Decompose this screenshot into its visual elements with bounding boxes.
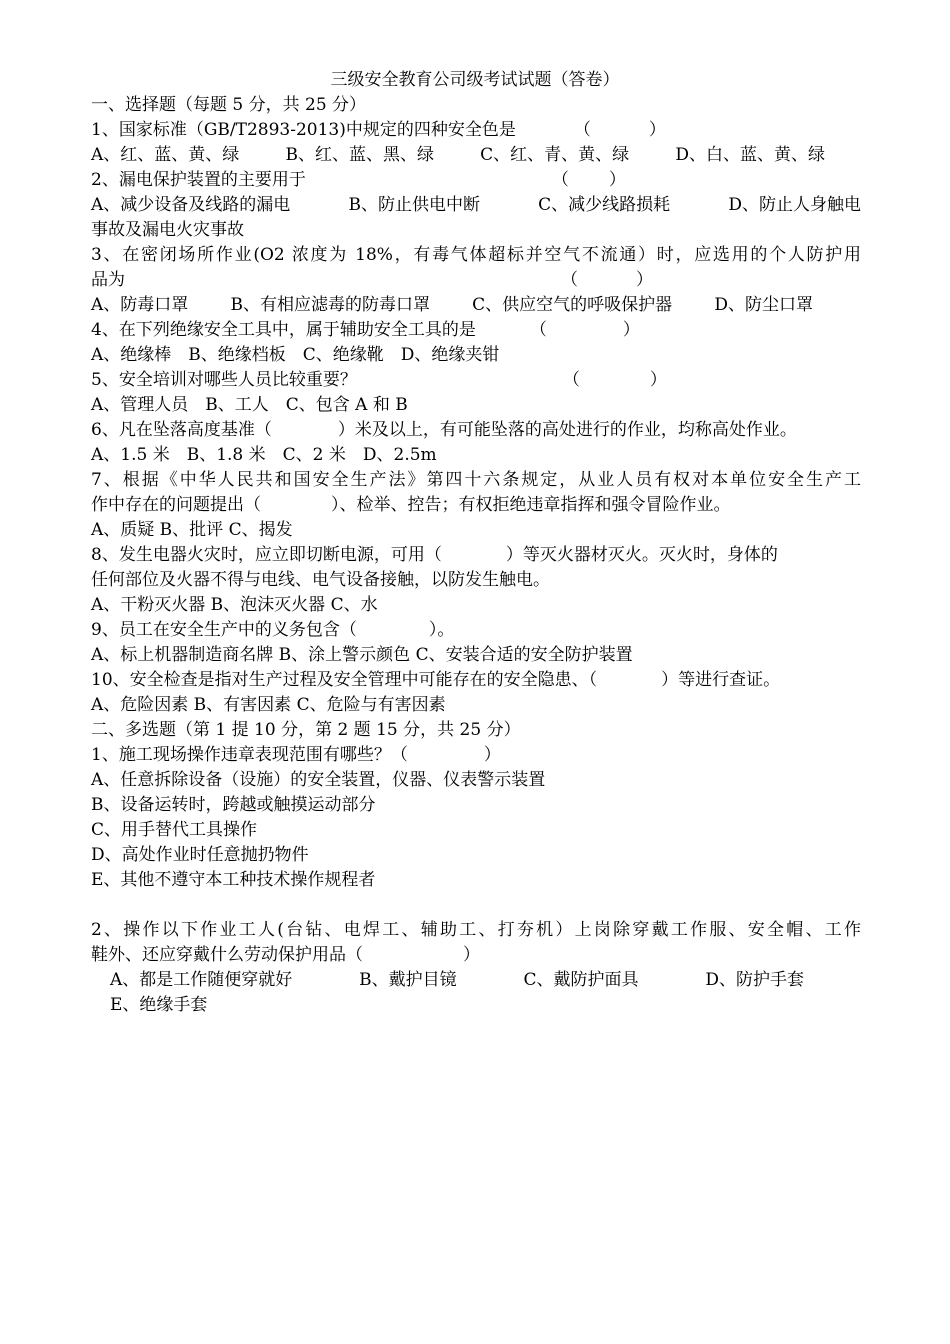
question-text: 4、在下列绝缘安全工具中，属于辅助安全工具的是	[91, 320, 476, 340]
question-3-stem-continued	[91, 268, 861, 292]
option-b: B、戴护目镜	[359, 970, 457, 990]
option-e: E、其他不遵守本工种技术操作规程者	[91, 870, 376, 890]
answer-paren-right: ）	[649, 370, 667, 390]
question-text: 10、安全检查是指对生产过程及安全管理中可能存在的安全隐患、（	[91, 670, 598, 690]
question-7-stem-continued	[91, 493, 861, 517]
answer-paren-right: ）	[463, 945, 480, 965]
answer-paren-left: （	[562, 370, 580, 390]
question-text: 品为	[91, 270, 125, 290]
question-text: 5、安全培训对哪些人员比较重要？	[91, 370, 357, 390]
answer-paren-left: （	[529, 320, 547, 340]
question-3-options	[91, 293, 813, 317]
question-6-stem	[91, 418, 861, 442]
question-9-stem	[91, 618, 861, 642]
question-text: 1、国家标准（GB/T2893-2013)中规定的四种安全色是	[91, 120, 516, 140]
multi-question-2-stem-continued	[91, 943, 861, 967]
question-6-options: A、1.5 米 B、1.8 米 C、2 米 D、2.5m	[91, 445, 437, 465]
question-1-options	[91, 143, 825, 167]
question-2-option-d-continued: 事故及漏电火灾事故	[91, 220, 244, 240]
option-b: B、红、蓝、黑、绿	[285, 145, 434, 165]
answer-paren-right: ）	[636, 270, 653, 290]
question-text: 作中存在的问题提出（	[91, 495, 261, 515]
question-10-stem	[91, 668, 861, 692]
question-text: 鞋外、还应穿戴什么劳动保护用品（	[91, 945, 363, 965]
page-title: 三级安全教育公司级考试试题（答卷）	[330, 70, 620, 90]
answer-paren-right: ）	[483, 745, 501, 765]
option-b: B、设备运转时，跨越或触摸运动部分	[91, 795, 376, 815]
answer-paren-right: ）	[622, 320, 640, 340]
question-text: 8、发生电器火灾时，应立即切断电源，可用（	[91, 545, 442, 565]
answer-paren-left: （	[561, 270, 578, 290]
question-7-options: A、质疑 B、批评 C、揭发	[91, 520, 293, 540]
option-c: C、减少线路损耗	[538, 195, 671, 215]
option-b: B、有相应滤毒的防毒口罩	[230, 295, 430, 315]
question-text-continued: ）米及以上，有可能坠落的高处进行的作业，均称高处作业。	[337, 420, 797, 440]
multi-question-1-stem	[91, 743, 861, 767]
option-a: A、减少设备及线路的漏电	[91, 195, 291, 215]
option-d: D、白、蓝、黄、绿	[675, 145, 825, 165]
option-d: D、高处作业时任意抛扔物件	[91, 845, 309, 865]
option-c: C、供应空气的呼吸保护器	[472, 295, 673, 315]
answer-paren-right: ）	[608, 170, 626, 190]
option-d: D、防尘口罩	[714, 295, 813, 315]
question-text: 6、凡在坠落高度基准（	[91, 420, 272, 440]
answer-paren-left: （	[573, 120, 591, 140]
question-text: 9、员工在安全生产中的义务包含（	[91, 620, 357, 640]
question-text-continued: ）等进行查证。	[661, 670, 781, 690]
question-7-stem: 7、根据《中华人民共和国安全生产法》第四十六条规定，从业人员有权对本单位安全生产工	[91, 470, 861, 490]
option-e: E、绝缘手套	[110, 995, 208, 1015]
option-d: D、防护手套	[705, 970, 804, 990]
multi-question-2-stem: 2、操作以下作业工人(台钻、电焊工、辅助工、打夯机）上岗除穿戴工作服、安全帽、工作	[91, 920, 861, 940]
option-c: C、红、青、黄、绿	[480, 145, 630, 165]
question-2-options	[91, 193, 861, 217]
question-text-continued: ）等灭火器材灭火。灭火时，身体的	[505, 545, 778, 565]
answer-paren-left: （	[551, 170, 569, 190]
question-10-options: A、危险因素 B、有害因素 C、危险与有害因素	[91, 695, 446, 715]
question-8-stem	[91, 543, 861, 567]
question-5-options: A、管理人员 B、工人 C、包含 A 和 B	[91, 395, 408, 415]
option-c: C、用手替代工具操作	[91, 820, 258, 840]
answer-paren-right: ）	[648, 120, 666, 140]
question-4-options: A、绝缘棒 B、绝缘档板 C、绝缘靴 D、绝缘夹钳	[91, 345, 500, 365]
option-a: A、防毒口罩	[91, 295, 189, 315]
section1-heading: 一、选择题（每题 5 分，共 25 分）	[91, 95, 367, 115]
question-8-stem-continued: 任何部位及火器不得与电线、电气设备接触，以防发生触电。	[91, 570, 550, 590]
option-d: D、防止人身触电	[728, 195, 861, 215]
question-4-stem	[91, 318, 861, 342]
question-1-stem	[91, 118, 861, 142]
question-text: 2、漏电保护装置的主要用于	[91, 170, 306, 190]
question-text-continued: ）。	[428, 620, 455, 640]
question-text-continued: ）、检举、控告；有权拒绝违章指挥和强令冒险作业。	[331, 495, 731, 515]
multi-question-2-options	[110, 968, 804, 992]
option-a: A、任意拆除设备（设施）的安全装置，仪器、仪表警示装置	[91, 770, 546, 790]
question-8-options: A、干粉灭火器 B、泡沫灭火器 C、水	[91, 595, 378, 615]
question-3-stem: 3、在密闭场所作业(O2 浓度为 18%，有毒气体超标并空气不流通）时，应选用的个人防护用	[91, 245, 861, 265]
question-5-stem	[91, 368, 861, 392]
option-c: C、戴防护面具	[523, 970, 639, 990]
question-text: 1、施工现场操作违章表现范围有哪些？（	[91, 745, 408, 765]
option-a: A、红、蓝、黄、绿	[91, 145, 240, 165]
option-a: A、都是工作随便穿就好	[110, 970, 293, 990]
option-b: B、防止供电中断	[348, 195, 480, 215]
question-9-options: A、标上机器制造商名牌 B、涂上警示颜色 C、安装合适的安全防护装置	[91, 645, 633, 665]
section2-heading: 二、多选题（第 1 提 10 分，第 2 题 15 分，共 25 分）	[91, 720, 521, 740]
question-2-stem	[91, 168, 861, 192]
